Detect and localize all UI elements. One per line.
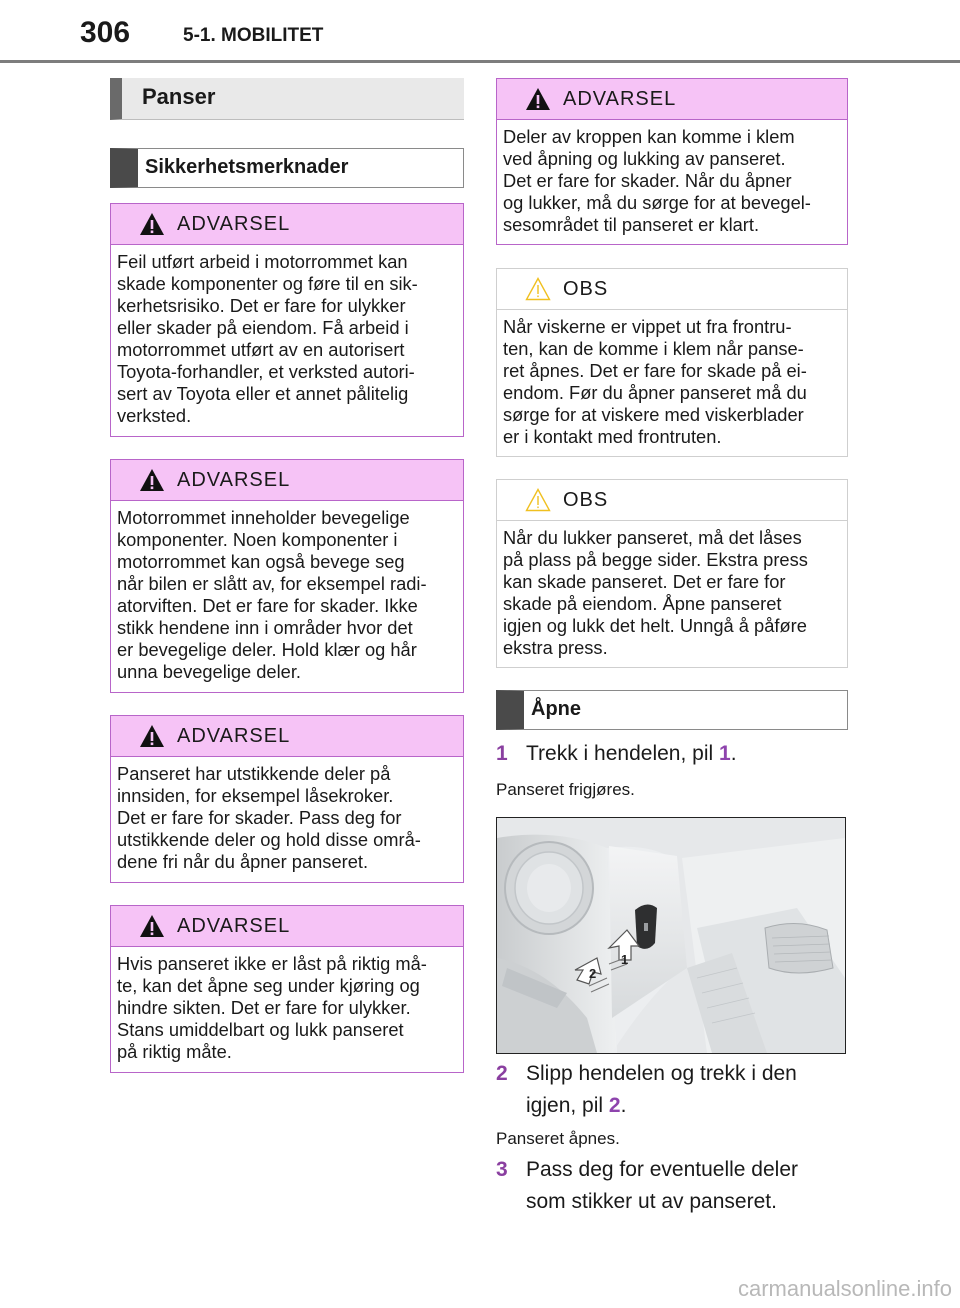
page-number: 306: [80, 16, 131, 49]
arrow-reference: 1: [719, 742, 731, 765]
text-line: Panseret har utstikkende deler på: [117, 763, 391, 784]
text-line: Det er fare for skader. Når du åpner: [503, 170, 792, 191]
text-line: unna bevegelige deler.: [117, 661, 301, 682]
step-text-line: som stikker ut av panseret.: [526, 1190, 777, 1213]
warning-label: ADVARSEL: [177, 213, 291, 235]
step-note: Panseret åpnes.: [496, 1129, 620, 1148]
step-text-content: Trekk i hendelen, pil: [526, 742, 719, 765]
section-title-text: Panser: [142, 84, 216, 109]
text-line: skade på eiendom. Åpne panseret: [503, 593, 782, 614]
warning-label: ADVARSEL: [177, 915, 291, 937]
text-line: på riktig måte.: [117, 1041, 232, 1062]
header-divider: [0, 60, 960, 63]
step-text: [526, 738, 846, 770]
warning-triangle-icon: [139, 914, 165, 938]
text-line: når bilen er slått av, for eksempel radi-: [117, 573, 427, 594]
text-line: ten, kan de komme i klem når panse-: [503, 338, 804, 359]
subsection-open-text: Åpne: [531, 698, 581, 720]
warning-box: [110, 905, 464, 1073]
warning-triangle-icon: [139, 212, 165, 236]
text-line: ret åpnes. Det er fare for skade på ei-: [503, 360, 807, 381]
text-line: Når viskerne er vippet ut fra frontru-: [503, 316, 792, 337]
text-line: eller skader på eiendom. Få arbeid i: [117, 317, 409, 338]
step-text: [526, 1154, 846, 1218]
text-line: sørge for at viskere med viskerblader: [503, 404, 804, 425]
page-header: [0, 0, 960, 62]
warning-box: [110, 459, 464, 693]
step-number: 2: [496, 1062, 508, 1085]
subsection-safety-text: Sikkerhetsmerknader: [145, 156, 349, 178]
text-line: te, kan det åpne seg under kjøring og: [117, 975, 420, 996]
warning-header: [111, 460, 463, 501]
text-line: på plass på begge sider. Ekstra press: [503, 549, 808, 570]
text-line: er bevegelige deler. Hold klær og hår: [117, 639, 417, 660]
text-line: verksted.: [117, 405, 192, 426]
warning-triangle-icon: [139, 468, 165, 492]
notice-header: [497, 269, 847, 310]
arrow-reference: 2: [608, 1094, 621, 1117]
text-line: Feil utført arbeid i motorrommet kan: [117, 251, 408, 272]
warning-label: ADVARSEL: [563, 88, 677, 110]
text-line: motorrommet kan også bevege seg: [117, 551, 405, 572]
text-line: kan skade panseret. Det er fare for: [503, 571, 786, 592]
text-line: skade komponenter og føre til en sik-: [117, 273, 418, 294]
step-text-line: Slipp hendelen og trekk i den: [526, 1062, 797, 1085]
warning-box: [110, 203, 464, 437]
notice-box: [496, 268, 848, 457]
notice-text: [497, 521, 847, 659]
step-3: [496, 1154, 848, 1218]
figure-callout-2: 2: [589, 966, 597, 981]
text-line: ekstra press.: [503, 637, 608, 658]
warning-header: [497, 79, 847, 120]
text-line: Toyota-forhandler, et verksted autori-: [117, 361, 415, 382]
warning-box: [110, 715, 464, 883]
warning-triangle-icon: [139, 724, 165, 748]
subsection-open: [496, 690, 848, 730]
notice-label: OBS: [563, 278, 609, 300]
text-line: komponenter. Noen komponenter i: [117, 529, 398, 550]
text-line: utstikkende deler og hold disse områ-: [117, 829, 421, 850]
warning-text: [111, 947, 463, 1063]
text-line: hindre sikten. Det er fare for ulykker.: [117, 997, 411, 1018]
warning-label: ADVARSEL: [177, 469, 291, 491]
notice-label: OBS: [563, 489, 609, 511]
warning-text: [111, 501, 463, 683]
warning-triangle-icon: [525, 87, 551, 111]
step-note: Panseret frigjøres.: [496, 780, 635, 799]
warning-text: [111, 245, 463, 427]
notice-header: [497, 480, 847, 521]
caution-triangle-icon: [525, 488, 551, 512]
step-number: 3: [496, 1158, 508, 1181]
text-line: innsiden, for eksempel låsekroker.: [117, 785, 394, 806]
text-line: ved åpning og lukking av panseret.: [503, 148, 786, 169]
chapter-title: 5-1. MOBILITET: [183, 25, 324, 46]
caution-triangle-icon: [525, 277, 551, 301]
hood-release-figure: [496, 817, 846, 1054]
figure-callout-1: 1: [621, 952, 629, 967]
text-line: Stans umiddelbart og lukk panseret: [117, 1019, 404, 1040]
section-title: [110, 78, 464, 120]
text-line: Når du lukker panseret, må det låses: [503, 527, 802, 548]
text-line: Motorrommet inneholder bevegelige: [117, 507, 410, 528]
text-line: Deler av kroppen kan komme i klem: [503, 126, 795, 147]
text-line: er i kontakt med frontruten.: [503, 426, 722, 447]
step-text-line: Pass deg for eventuelle deler: [526, 1158, 799, 1181]
text-line: og lukker, må du sørge for at bevegel-: [503, 192, 811, 213]
step-text: [526, 1058, 846, 1122]
text-line: stikk hendene inn i områder hvor det: [117, 617, 413, 638]
warning-box: [496, 78, 848, 245]
text-line: dene fri når du åpner panseret.: [117, 851, 369, 872]
subsection-safety: [110, 148, 464, 188]
warning-text: [497, 120, 847, 236]
text-line: igjen og lukk det helt. Unngå å påføre: [503, 615, 807, 636]
step-1: [496, 738, 848, 770]
text-line: motorrommet utført av en autorisert: [117, 339, 405, 360]
step-2: [496, 1058, 848, 1122]
watermark: carmanualsonline.info: [737, 1276, 952, 1301]
text-line: Hvis panseret ikke er låst på riktig må-: [117, 953, 427, 974]
warning-label: ADVARSEL: [177, 725, 291, 747]
hood-release-illustration: [497, 818, 845, 1053]
text-line: kerhetsrisiko. Det er fare for ulykker: [117, 295, 406, 316]
notice-text: [497, 310, 847, 448]
step-number: 1: [496, 742, 508, 765]
step-text-line: igjen, pil: [526, 1094, 609, 1117]
text-line: sert av Toyota eller et annet pålitelig: [117, 383, 409, 404]
notice-box: [496, 479, 848, 668]
text-line: atorviften. Det er fare for skader. Ikke: [117, 595, 418, 616]
text-line: sesområdet til panseret er klart.: [503, 214, 760, 235]
step-text-end: .: [620, 1094, 627, 1117]
step-text-end: .: [730, 742, 737, 765]
warning-text: [111, 757, 463, 873]
text-line: endom. Før du åpner panseret må du: [503, 382, 807, 403]
warning-header: [111, 204, 463, 245]
warning-header: [111, 716, 463, 757]
warning-header: [111, 906, 463, 947]
text-line: Det er fare for skader. Pass deg for: [117, 807, 402, 828]
